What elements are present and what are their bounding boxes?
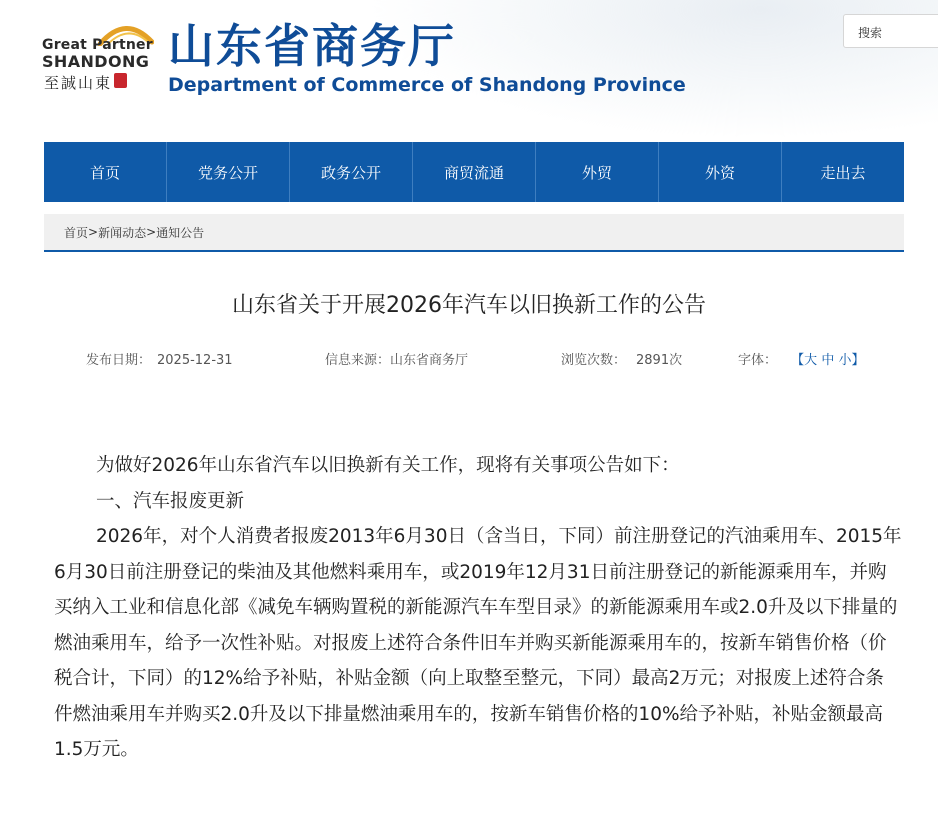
font-size-large-link[interactable]: 大 — [804, 353, 818, 368]
publish-date-label: 发布日期： — [86, 353, 152, 368]
article-title: 山东省关于开展2026年汽车以旧换新工作的公告 — [232, 293, 706, 318]
nav-item-foreign-trade[interactable]: 外贸 — [536, 142, 659, 202]
info-source-value: 山东省商务厅 — [390, 353, 469, 368]
logo-text-shandong: SHANDONG — [42, 52, 150, 71]
site-header — [0, 0, 938, 142]
font-size-label: 字体： — [738, 353, 778, 368]
breadcrumb-home[interactable]: 首页 — [64, 225, 89, 240]
publish-date-value: 2025-12-31 — [157, 353, 233, 368]
font-size-control — [738, 349, 865, 368]
info-source — [325, 349, 468, 368]
nav-item-trade-circulation[interactable]: 商贸流通 — [413, 142, 536, 202]
site-logo[interactable] — [42, 24, 158, 98]
search-placeholder: 搜索 — [858, 26, 883, 40]
font-size-small-link[interactable]: 小 — [838, 353, 852, 368]
view-count-label: 浏览次数： — [561, 353, 627, 368]
nav-item-foreign-investment[interactable]: 外资 — [659, 142, 782, 202]
nav-item-going-global[interactable]: 走出去 — [820, 163, 866, 182]
main-nav — [44, 142, 904, 202]
article-paragraph: 为做好2026年山东省汽车以旧换新有关工作，现将有关事项公告如下： — [96, 455, 680, 476]
site-title-en[interactable]: Department of Commerce of Shandong Province — [168, 74, 686, 96]
nav-item-government-affairs[interactable]: 政务公开 — [290, 142, 413, 202]
logo-seal-icon — [114, 73, 127, 88]
font-size-bracket: 】 — [851, 353, 865, 368]
breadcrumb-notices[interactable]: 通知公告 — [156, 225, 205, 240]
breadcrumb-separator: > — [88, 225, 99, 239]
logo-text-cn: 至誠山東 — [44, 74, 113, 92]
article-body — [54, 448, 902, 768]
site-title-cn[interactable]: 山东省商务厅 — [168, 19, 456, 73]
font-size-bracket: 【 — [791, 353, 805, 368]
publish-date — [86, 349, 233, 368]
breadcrumb-separator: > — [146, 225, 157, 239]
info-source-label: 信息来源： — [325, 353, 391, 368]
logo-text-great-partner: Great Partner — [42, 37, 153, 53]
search-input[interactable] — [843, 14, 938, 48]
font-size-medium-link[interactable]: 中 — [821, 353, 835, 368]
breadcrumb — [44, 214, 904, 252]
breadcrumb-news[interactable]: 新闻动态 — [98, 225, 147, 240]
article-section-heading: 一、汽车报废更新 — [96, 490, 245, 512]
nav-item-party-affairs[interactable]: 党务公开 — [167, 142, 290, 202]
view-count-value: 2891次 — [636, 353, 683, 368]
nav-item-home[interactable]: 首页 — [44, 142, 167, 202]
view-count — [561, 349, 682, 368]
article-paragraph: 2026年，对个人消费者报废2013年6月30日（含当日，下同）前注册登记的汽油乘用车、2015年6月30日前注册登记的柴油及其他燃料乘用车，或2019年12月31日前注册登记的新能源乘用车，并购买纳入工业和信息化部《减免车辆购置税的新能源汽车车型目录》的新能源乘用车或2.0升及以下排量的燃油乘用车，给予一次性补贴。对报废上述符合条件旧车并购买新能源乘用车的，按新车销售价格（价税合计，下同）的12%给予补贴，补贴金额（向上取整至整元，下同）最高2万元；对报废上述符合条件燃油乘用车并购买2.0升及以下排量燃油乘用车的，按新车销售价格的10%给予补贴，补贴金额最高1.5万元。 — [54, 526, 902, 760]
